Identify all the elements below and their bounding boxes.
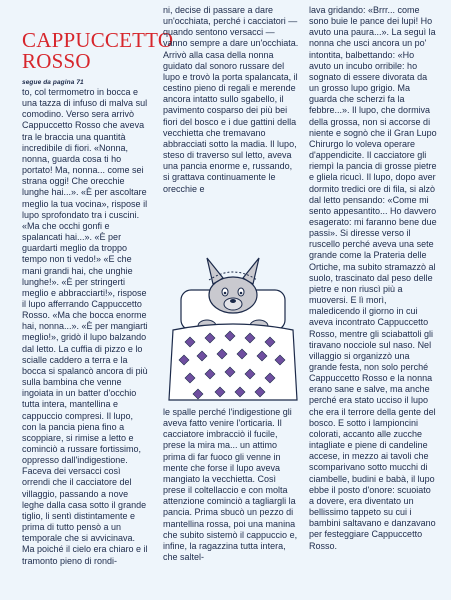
column-3 <box>309 5 437 592</box>
column-2-top-text: ni, decise di passare a dare un'occhiata, perché i cacciatori — quando sentono versacci — vanno sempre a dare un'occhiata. Arrivò alla casa della nonna guidato dal sonoro russare del lupo e trovò la porta spalancata, il cestino pieno di regali e merende ancora intatto sullo sgabello, il pavimento cosparso dei più bei fiori del bosco e i due gattini della vecchietta che tremavano abbracciati sotto la madia. Il lupo, steso di traverso sul letto, aveva una pancia enorme e, russando, si grattava continuamente le orecchie e <box>163 5 299 194</box>
column-1-text: to, col termometro in bocca e una tazza di infuso di malva sul comodino. Verso sera arrivò Cappuccetto Rosso che aveva tra le braccia una quantità incredibile di fiori. «Nonna, nonna, guarda cosa ti ho portato! Ma, nonna... come sei strana oggi! Che orecchie lunghe hai...». «È per ascoltare meglio la tua vocina», rispose il lupo sprofondato tra i cuscini. «Ma che occhi gonfi e spalancati hai...». «È per guardarti meglio da troppo tempo non ti vedo!» «E che mani grandi hai, che unghie lunghe!». «È per stringerti meglio e abbracciarti!», rispose il lupo afferrando Cappuccetto Rosso. «Ma che bocca enorme hai, nonna...». «È per mangiarti meglio!», gridò il lupo balzando dal letto. La cuffia di pizzo e lo scialle caddero a terra e la bocca si spalancò ancora di più sulla bambina che venne ingoiata in un batter d'occhio tutta intera, mantellina e cappuccio compresi. Il lupo, con la pancia piena fino a scoppiare, si rimise a letto e cominciò a russare fortissimo, oppresso dall'indigestione. Faceva dei versacci così orrendi che il cacciatore del villaggio, passando a nove leghe dalla casa sotto il grande tiglio, li sentì distintamente e prima di tutto pensò a un temporale che si avvicinava. Ma poiché il cielo era chiaro e il tramonto pieno di rondi- <box>22 87 148 566</box>
article-title: CAPPUCCETTO ROSSO <box>22 28 174 73</box>
column-3-text: lava gridando: «Brrr... come sono buie le pance dei lupi! Ho avuto una paura...». La seguì la nonna che usci ancora un po' intontita, balbettando: «Ho avuto un incubo orribile: ho sognato di essere divorata da un grosso lupo grigio. Ma guarda che scherzi fa la febbre...». Il lupo, che dormiva della grossa, non si accorse di niente e sognò che il Gran Lupo Chirurgo lo voleva operare d'appendicite. Il cacciatore gli riempì la pancia di grosse pietre e gliela ricucì. Il lupo, dopo aver dormito tredici ore di fila, si alzò dal letto pensando: «Come mi sento appesantito... Ho davvero esagerato: mi faranno bene due passi». Si diresse verso il ruscello perché aveva una sete grande come la Prateria delle Ortiche, ma subito stramazzò al suolo, trascinato dal peso delle pietre e non riuscì più a muoversi. E lì morì, maledicendo il giorno in cui aveva incontrato Cappuccetto Rosso, mentre gli sciabattoli gli tiravano nocciole sul naso. Nel villaggio si organizzò una grande festa, non solo perché Cappuccetto Rosso e la nonna erano sane e salve, ma anche perché era stato ucciso il lupo che era il terrore della gente del bosco. E sotto i lampioncini colorati, accanto alle zucche intagliate e piene di candeline accese, in mezzo ai tavoli che scomparivano sotto mucchi di ciambelle, budini e babà, il lupo ebbe il posto d'onore: scuoiato a dovere, era diventato un bellissimo tappeto su cui i bambini saltavano e danzavano per festeggiare Cappuccetto Rosso. <box>309 5 437 551</box>
wolf-in-bed-illustration <box>163 250 303 405</box>
column-2-bottom <box>163 407 301 592</box>
column-2-bottom-text: le spalle perché l'indigestione gli aveva fatto venire l'orticaria. Il cacciatore imbracciò il fucile, prese la mira ma... un attimo prima di far fuoco gli venne in mente che forse il lupo aveva mangiato la vecchietta. Così prese il coltellaccio e con molta attenzione cominciò a tagliargli la pancia. Prima sbucò un pezzo di mantellina rossa, poi una manina che subito sistemò il cappuccio e, infine, la ragazzina tutta intera, che saltel- <box>163 407 298 563</box>
column-1 <box>22 87 150 592</box>
column-2-top <box>163 5 301 245</box>
continued-from-note: segue da pagina 71 <box>22 79 84 86</box>
